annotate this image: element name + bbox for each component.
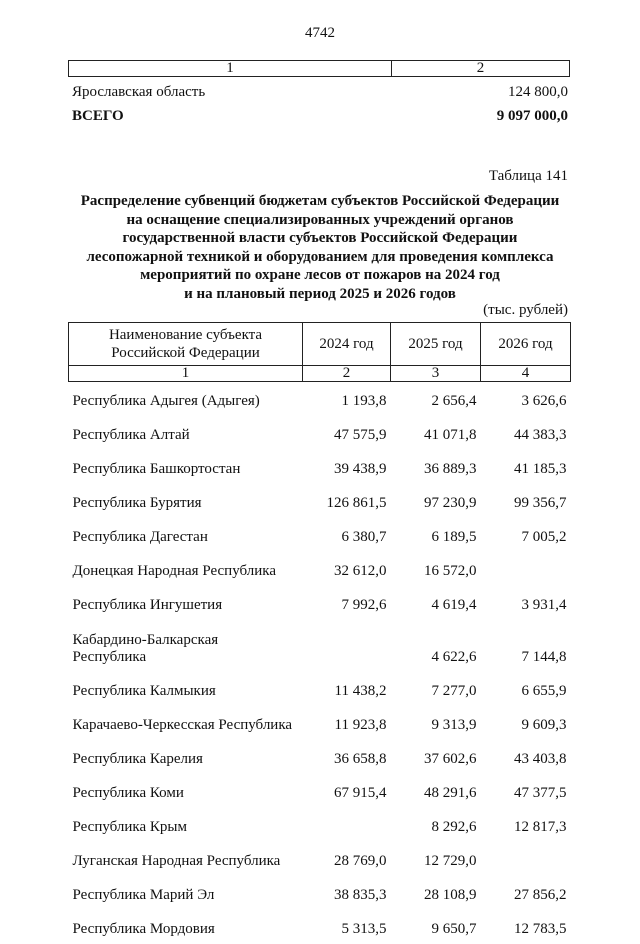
- total-label: ВСЕГО: [72, 108, 124, 125]
- value-y2025: 4 622,6: [391, 620, 481, 672]
- value-y2024: 38 835,3: [303, 876, 391, 910]
- table-body: [69, 382, 571, 944]
- region-name: [69, 552, 303, 586]
- value-y2024: 7 992,6: [303, 586, 391, 620]
- title-line: мероприятий по охране лесов от пожаров на 2024 год: [60, 266, 580, 285]
- table-label: Таблица 141: [489, 168, 568, 185]
- title-line: и на плановый период 2025 и 2026 годов: [60, 285, 580, 304]
- value-y2026: 43 403,8: [481, 740, 571, 774]
- value-y2026: 12 783,5: [481, 910, 571, 944]
- region-name-line: Республика Карелия: [73, 751, 303, 768]
- table-row: [69, 552, 571, 586]
- table-header-row: [69, 323, 571, 366]
- page-number: 4742: [0, 25, 640, 42]
- table-row: [69, 740, 571, 774]
- value-y2026: 3 931,4: [481, 586, 571, 620]
- region-name: [69, 620, 303, 672]
- region-name: [69, 518, 303, 552]
- header-region-line1: Наименование субъекта: [69, 326, 302, 344]
- region-name-line: Республика Коми: [73, 785, 303, 802]
- title-line: на оснащение специализированных учреждений органов: [60, 211, 580, 230]
- region-name-line: Кабардино-Балкарская: [73, 632, 303, 649]
- value-y2026: 9 609,3: [481, 706, 571, 740]
- value-y2025: 36 889,3: [391, 450, 481, 484]
- header-region-line2: Российской Федерации: [69, 344, 302, 362]
- value-y2024: 5 313,5: [303, 910, 391, 944]
- units-label: (тыс. рублей): [483, 302, 568, 319]
- value-y2024: 28 769,0: [303, 842, 391, 876]
- region-name-line: Республика: [73, 649, 303, 666]
- value-y2025: 8 292,6: [391, 808, 481, 842]
- continuation-table-header: [68, 60, 570, 77]
- region-name-line: Республика Мордовия: [73, 921, 303, 938]
- value-y2025: 2 656,4: [391, 382, 481, 417]
- region-name: [69, 774, 303, 808]
- region-name: [69, 450, 303, 484]
- value-y2024: 47 575,9: [303, 416, 391, 450]
- value-y2026: 12 817,3: [481, 808, 571, 842]
- header-region: [69, 323, 303, 366]
- region-name: Ярославская область: [72, 84, 205, 101]
- value-y2024: 11 438,2: [303, 672, 391, 706]
- region-value: 124 800,0: [508, 84, 568, 101]
- table-row: [69, 842, 571, 876]
- value-y2025: 12 729,0: [391, 842, 481, 876]
- title-line: Распределение субвенций бюджетам субъектов Российской Федерации: [60, 192, 580, 211]
- region-name-line: Республика Марий Эл: [73, 887, 303, 904]
- table-title: [60, 192, 580, 303]
- table-row: [69, 382, 571, 417]
- title-line: государственной власти субъектов Российской Федерации: [60, 229, 580, 248]
- value-y2024: 39 438,9: [303, 450, 391, 484]
- region-name: [69, 740, 303, 774]
- region-name-line: Республика Башкортостан: [73, 461, 303, 478]
- column-number: 3: [391, 366, 481, 382]
- table-row: [69, 586, 571, 620]
- region-name-line: Республика Калмыкия: [73, 683, 303, 700]
- value-y2024: 126 861,5: [303, 484, 391, 518]
- region-name-line: Республика Адыгея (Адыгея): [73, 393, 303, 410]
- column-number-2: 2: [392, 61, 570, 77]
- table-row: [69, 620, 571, 672]
- value-y2024: [303, 620, 391, 672]
- value-y2025: 16 572,0: [391, 552, 481, 586]
- region-name: [69, 842, 303, 876]
- column-number: 4: [481, 366, 571, 382]
- value-y2026: 47 377,5: [481, 774, 571, 808]
- value-y2024: [303, 808, 391, 842]
- value-y2025: 4 619,4: [391, 586, 481, 620]
- value-y2026: [481, 842, 571, 876]
- value-y2026: 7 005,2: [481, 518, 571, 552]
- value-y2025: 97 230,9: [391, 484, 481, 518]
- region-name: [69, 382, 303, 417]
- header-2025: 2025 год: [391, 323, 481, 366]
- value-y2025: 48 291,6: [391, 774, 481, 808]
- title-line: лесопожарной техникой и оборудованием для проведения комплекса: [60, 248, 580, 267]
- table-row: [69, 416, 571, 450]
- column-number-1: 1: [69, 61, 392, 77]
- region-name: [69, 808, 303, 842]
- value-y2026: 99 356,7: [481, 484, 571, 518]
- value-y2026: 27 856,2: [481, 876, 571, 910]
- column-number-row: [69, 366, 571, 382]
- value-y2026: [481, 552, 571, 586]
- table-row: [69, 484, 571, 518]
- table-row: [69, 910, 571, 944]
- region-name-line: Луганская Народная Республика: [73, 853, 303, 870]
- region-name: [69, 484, 303, 518]
- value-y2024: 11 923,8: [303, 706, 391, 740]
- region-name: [69, 672, 303, 706]
- table-row: [69, 706, 571, 740]
- region-name-line: Республика Бурятия: [73, 495, 303, 512]
- value-y2025: 9 313,9: [391, 706, 481, 740]
- region-name-line: Республика Ингушетия: [73, 597, 303, 614]
- region-name-line: Донецкая Народная Республика: [73, 563, 303, 580]
- value-y2025: 28 108,9: [391, 876, 481, 910]
- value-y2025: 7 277,0: [391, 672, 481, 706]
- value-y2024: 1 193,8: [303, 382, 391, 417]
- column-number: 1: [69, 366, 303, 382]
- table-row: [69, 672, 571, 706]
- table-row: [69, 808, 571, 842]
- value-y2025: 41 071,8: [391, 416, 481, 450]
- value-y2024: 32 612,0: [303, 552, 391, 586]
- region-name-line: Карачаево-Черкесская Республика: [73, 717, 303, 734]
- value-y2025: 9 650,7: [391, 910, 481, 944]
- header-2026: 2026 год: [481, 323, 571, 366]
- value-y2024: 36 658,8: [303, 740, 391, 774]
- total-value: 9 097 000,0: [497, 108, 568, 125]
- value-y2026: 41 185,3: [481, 450, 571, 484]
- value-y2026: 6 655,9: [481, 672, 571, 706]
- value-y2026: 44 383,3: [481, 416, 571, 450]
- region-name-line: Республика Дагестан: [73, 529, 303, 546]
- region-name-line: Республика Крым: [73, 819, 303, 836]
- value-y2025: 37 602,6: [391, 740, 481, 774]
- value-y2024: 6 380,7: [303, 518, 391, 552]
- value-y2025: 6 189,5: [391, 518, 481, 552]
- region-name: [69, 706, 303, 740]
- column-number: 2: [303, 366, 391, 382]
- subsidy-table: [68, 322, 571, 944]
- table-row: [69, 450, 571, 484]
- table-row: [69, 774, 571, 808]
- value-y2026: 3 626,6: [481, 382, 571, 417]
- region-name: [69, 910, 303, 944]
- region-name-line: Республика Алтай: [73, 427, 303, 444]
- value-y2026: 7 144,8: [481, 620, 571, 672]
- region-name: [69, 586, 303, 620]
- region-name: [69, 416, 303, 450]
- value-y2024: 67 915,4: [303, 774, 391, 808]
- table-row: [69, 518, 571, 552]
- header-2024: 2024 год: [303, 323, 391, 366]
